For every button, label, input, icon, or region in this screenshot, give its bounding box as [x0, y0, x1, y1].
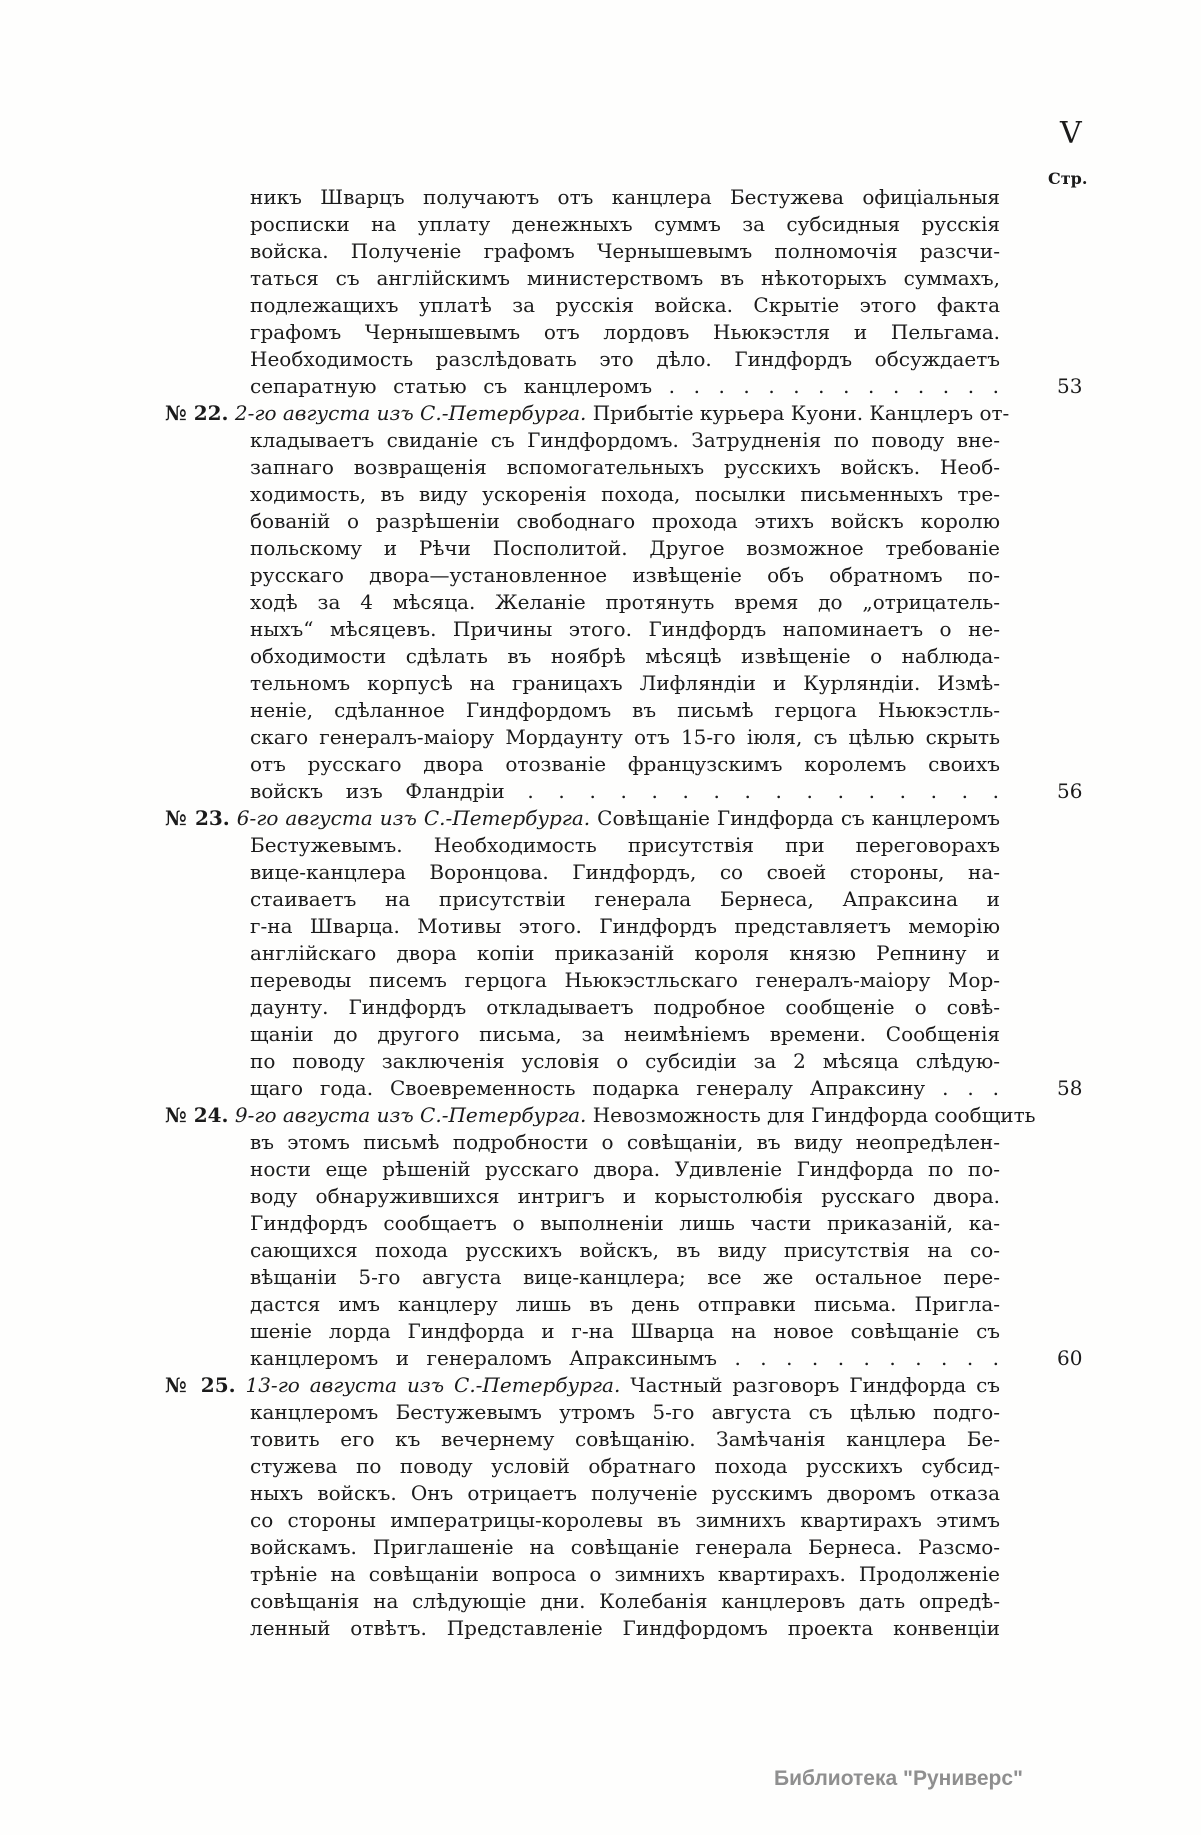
toc-line-text: въ этомъ письмѣ подробности о совѣщаніи, въ виду неопредѣлен-: [250, 1130, 1000, 1154]
toc-line-text: дастся имъ канцлеру лишь въ день отправки письма. Пригла-: [250, 1292, 1000, 1316]
toc-line-text: г-на Шварца. Мотивы этого. Гиндфордъ представляетъ меморію: [250, 914, 1000, 938]
library-watermark: Библиотека "Руниверс": [774, 1767, 1024, 1790]
toc-line: [165, 913, 1000, 940]
toc-entry: [165, 400, 1083, 805]
toc-line-text: Бестужевымъ. Необходимость присутствія при переговорахъ: [250, 833, 1000, 857]
toc-line-text: товить его къ вечернему совѣщанію. Замѣчанія канцлера Бе-: [250, 1427, 1000, 1451]
entry-date: 9-го августа изъ С.-Петербурга.: [234, 1103, 587, 1127]
toc-line-text: ныхъ войскъ. Онъ отрицаетъ полученіе русскимъ дворомъ отказа: [250, 1481, 1000, 1505]
entry-summary-start: Прибытіе курьера Куони. Канцлеръ от-: [592, 401, 1010, 425]
toc-line-text: ныхъ“ мѣсяцевъ. Причины этого. Гиндфордъ напоминаетъ о не-: [250, 617, 1000, 641]
toc-line: [165, 1291, 1000, 1318]
toc-line: [165, 346, 1000, 373]
toc-line: [165, 643, 1000, 670]
toc-line-text: англійскаго двора копіи приказаній короля князю Репнину и: [250, 941, 1000, 965]
entry-date: 13-го августа изъ С.-Петербурга.: [245, 1373, 621, 1397]
toc-line: [165, 940, 1000, 967]
toc-line: [165, 1129, 1000, 1156]
toc-line: [165, 1453, 1000, 1480]
toc-line-text: неніе, сдѣланное Гиндфордомъ въ письмѣ герцога Ньюкэстль-: [250, 698, 1000, 722]
toc-line: [165, 751, 1000, 778]
toc-line-text: щаніи до другого письма, за неимѣніемъ времени. Сообщенія: [250, 1022, 1000, 1046]
toc-line: [165, 805, 1000, 832]
toc-line-text: трѣніе на совѣщаніи вопроса о зимнихъ квартирахъ. Продолженіе: [250, 1562, 1000, 1586]
toc-line-text: Гиндфордъ сообщаетъ о выполненіи лишь части приказаній, ка-: [250, 1211, 1000, 1235]
toc-line-text: таться съ англійскимъ министерствомъ въ нѣкоторыхъ суммахъ,: [250, 266, 1000, 290]
toc-line-text: канцлеромъ и генераломъ Апраксинымъ: [250, 1346, 717, 1370]
toc-line-text: совѣщанія на слѣдующіе дни. Колебанія канцлеровъ дать опредѣ-: [250, 1589, 1000, 1613]
toc-line: [165, 481, 1000, 508]
entry-number: № 23.: [165, 806, 230, 830]
toc-line: [165, 859, 1000, 886]
toc-line: [165, 1588, 1000, 1615]
page-ref: 53: [1057, 374, 1083, 398]
dot-leader: . . . . . . . . . . .: [734, 1346, 1001, 1370]
toc-line-text: переводы писемъ герцога Ньюкэстльскаго генералъ-маіору Мор-: [250, 968, 1000, 992]
toc-line-text: бованій о разрѣшеніи свободнаго прохода этихъ войскъ королю: [250, 509, 1000, 533]
toc-line: [165, 1615, 1000, 1642]
toc-line: [165, 967, 1000, 994]
table-of-contents: [165, 184, 1083, 1642]
toc-line: [165, 535, 1000, 562]
toc-line: [165, 508, 1000, 535]
toc-line-text: запнаго возвращенія вспомогательныхъ русскихъ войскъ. Необ-: [250, 455, 1000, 479]
toc-line-text: канцлеромъ Бестужевымъ утромъ 5-го августа съ цѣлью подго-: [250, 1400, 1000, 1424]
toc-line: [165, 427, 1000, 454]
toc-line: [165, 1345, 1083, 1372]
toc-line: [165, 1534, 1000, 1561]
entry-summary-start: Невозможность для Гиндфорда сообщить: [592, 1103, 1036, 1127]
toc-line-text: щаго года. Своевременность подарка генералу Апраксину: [250, 1076, 926, 1100]
entry-summary-start: Совѣщаніе Гиндфорда съ канцлеромъ: [597, 806, 1001, 830]
toc-line-text: никъ Шварцъ получаютъ отъ канцлера Бестужева офиціальныя: [250, 185, 1000, 209]
dot-leader: . . .: [942, 1076, 1000, 1100]
toc-line-text: со стороны императрицы-королевы въ зимнихъ квартирахъ этимъ: [250, 1508, 1000, 1532]
toc-line-text: подлежащихъ уплатѣ за русскія войска. Скрытіе этого факта: [250, 293, 1000, 317]
toc-line: [165, 1318, 1000, 1345]
toc-line-text: русскаго двора—установленное извѣщеніе объ обратномъ по-: [250, 563, 1000, 587]
toc-line: [165, 1075, 1083, 1102]
page-ref: 60: [1057, 1346, 1083, 1370]
toc-line-text: вице-канцлера Воронцова. Гиндфордъ, со своей стороны, на-: [250, 860, 1000, 884]
toc-line: [165, 1372, 1000, 1399]
toc-line: [165, 400, 1010, 427]
toc-line-text: вѣщаніи 5-го августа вице-канцлера; все же остальное пере-: [250, 1265, 1000, 1289]
toc-line: [165, 616, 1000, 643]
page-column-header: Стр.: [1048, 169, 1088, 188]
toc-line-text: кладываетъ свиданіе съ Гиндфордомъ. Затрудненія по поводу вне-: [250, 428, 1000, 452]
toc-line: [165, 1156, 1000, 1183]
toc-line: [165, 238, 1000, 265]
toc-line: [165, 832, 1000, 859]
toc-line: [165, 1210, 1000, 1237]
entry-number: № 24.: [165, 1103, 229, 1127]
entry-date: 6-го августа изъ С.-Петербурга.: [236, 806, 591, 830]
toc-line-text: по поводу заключенія условія о субсидіи за 2 мѣсяца слѣдую-: [250, 1049, 1000, 1073]
toc-line: [165, 724, 1000, 751]
toc-entry: [165, 1102, 1083, 1372]
toc-line: [165, 1048, 1000, 1075]
toc-line-text: войскамъ. Приглашеніе на совѣщаніе генерала Бернеса. Разсмо-: [250, 1535, 1000, 1559]
toc-line: [165, 265, 1000, 292]
toc-line-text: сающихся похода русскихъ войскъ, въ виду присутствія на со-: [250, 1238, 1000, 1262]
entry-summary-start: Частный разговоръ Гиндфорда съ: [630, 1373, 1000, 1397]
toc-line: [165, 1102, 1036, 1129]
toc-line: [165, 184, 1000, 211]
toc-line: [165, 319, 1000, 346]
entry-number: № 22.: [165, 401, 229, 425]
toc-line-text: стужева по поводу условій обратнаго похода русскихъ субсид-: [250, 1454, 1000, 1478]
toc-line: [165, 1021, 1000, 1048]
toc-line-text: стаиваетъ на присутствіи генерала Бернеса, Апраксина и: [250, 887, 1000, 911]
toc-line: [165, 994, 1000, 1021]
toc-line: [165, 211, 1000, 238]
toc-line-text: Необходимость разслѣдовать это дѣло. Гиндфордъ обсуждаетъ: [250, 347, 1000, 371]
toc-line: [165, 670, 1000, 697]
toc-entry: [165, 805, 1083, 1102]
toc-line-text: обходимости сдѣлать въ ноябрѣ мѣсяцѣ извѣщеніе о наблюда-: [250, 644, 1000, 668]
page-ref: 56: [1057, 779, 1083, 803]
toc-line: [165, 1507, 1000, 1534]
dot-leader: . . . . . . . . . . . . . . . .: [527, 779, 1001, 803]
entry-number: № 25.: [165, 1373, 236, 1397]
toc-line-text: отъ русскаго двора отозваніе французскимъ королемъ своихъ: [250, 752, 1000, 776]
toc-line-text: даунту. Гиндфордъ откладываетъ подробное сообщеніе о совѣ-: [250, 995, 1000, 1019]
toc-line-text: росписки на уплату денежныхъ суммъ за субсидныя русскія: [250, 212, 1000, 236]
toc-line-text: польскому и Рѣчи Посполитой. Другое возможное требованіе: [250, 536, 1000, 560]
toc-line-text: воду обнаружившихся интригъ и корыстолюбія русскаго двора.: [250, 1184, 1000, 1208]
toc-line: [165, 1480, 1000, 1507]
toc-line-text: скаго генералъ-маіору Мордаунту отъ 15-го іюля, съ цѣлью скрыть: [250, 725, 1000, 749]
toc-entry: [165, 1372, 1000, 1642]
dot-leader: . . . . . . . . . . . . . .: [668, 374, 1001, 398]
toc-continuation: [165, 184, 1083, 400]
toc-line: [165, 1264, 1000, 1291]
toc-line: [165, 778, 1083, 805]
toc-line-text: шеніе лорда Гиндфорда и г-на Шварца на новое совѣщаніе съ: [250, 1319, 1000, 1343]
toc-line: [165, 454, 1000, 481]
toc-line-text: ленный отвѣтъ. Представленіе Гиндфордомъ проекта конвенціи: [250, 1616, 1000, 1640]
toc-line-text: ности еще рѣшеній русскаго двора. Удивленіе Гиндфорда по по-: [250, 1157, 1000, 1181]
toc-line: [165, 562, 1000, 589]
toc-line-text: войскъ изъ Фландріи: [250, 779, 505, 803]
toc-line-text: ходимость, въ виду ускоренія похода, посылки письменныхъ тре-: [250, 482, 1000, 506]
toc-line: [165, 292, 1000, 319]
toc-line: [165, 697, 1000, 724]
page-ref: 58: [1057, 1076, 1083, 1100]
toc-line: [165, 1426, 1000, 1453]
toc-line: [165, 1237, 1000, 1264]
toc-line: [165, 373, 1083, 400]
toc-line-text: сепаратную статью съ канцлеромъ: [250, 374, 653, 398]
toc-line-text: тельномъ корпусѣ на границахъ Лифляндіи и Курляндіи. Измѣ-: [250, 671, 1000, 695]
toc-line-text: ходѣ за 4 мѣсяца. Желаніе протянуть время до „отрицатель-: [250, 590, 1000, 614]
toc-line: [165, 1183, 1000, 1210]
toc-line: [165, 1399, 1000, 1426]
toc-line-text: войска. Полученіе графомъ Чернышевымъ полномочія разсчи-: [250, 239, 1000, 263]
entry-date: 2-го августа изъ С.-Петербурга.: [234, 401, 587, 425]
toc-line: [165, 886, 1000, 913]
toc-line-text: графомъ Чернышевымъ отъ лордовъ Ньюкэстля и Пельгама.: [250, 320, 1000, 344]
toc-line: [165, 1561, 1000, 1588]
folio-number: V: [1060, 116, 1083, 151]
toc-line: [165, 589, 1000, 616]
